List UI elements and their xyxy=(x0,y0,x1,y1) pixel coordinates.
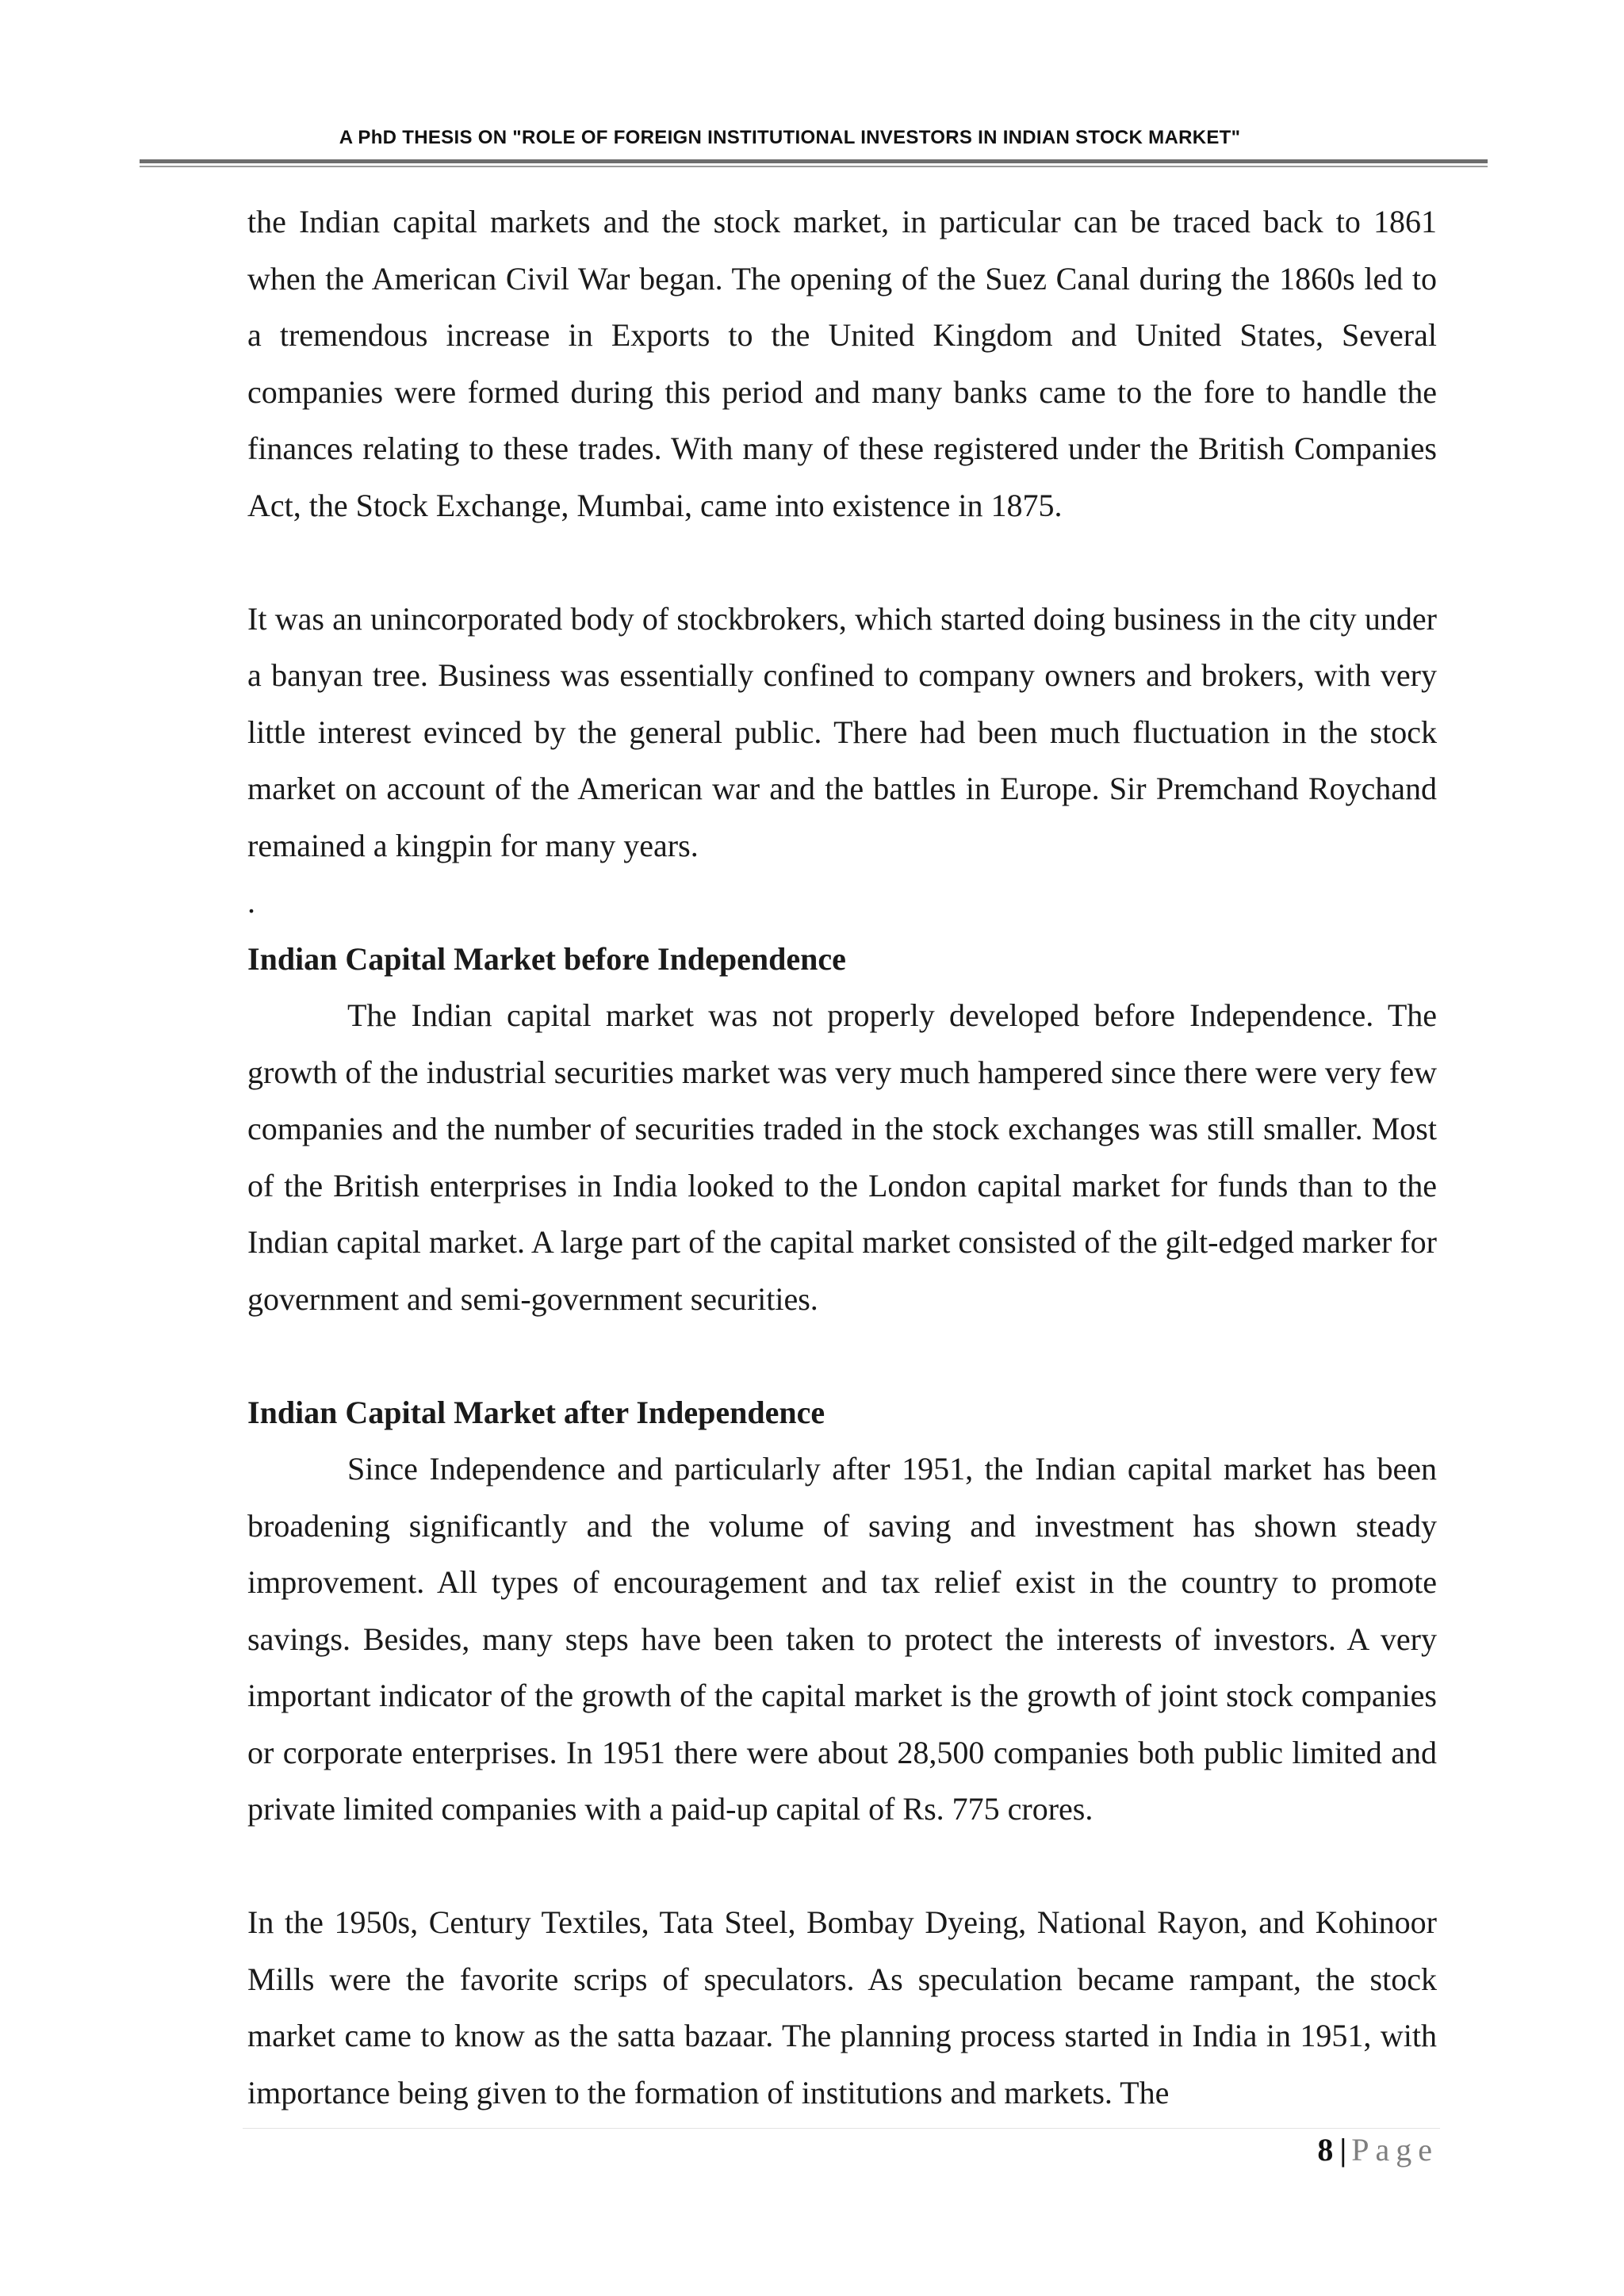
paragraph: In the 1950s, Century Textiles, Tata Steel, Bombay Dyeing, National Rayon, and Kohinoor Mills were the favorite scrips of speculators. As speculation became rampant, the stock market came to know as the satta bazaar. The planning process started in India in 1951, with importance being given to the formation of institutions and markets. The xyxy=(247,1904,1437,2110)
paragraph: the Indian capital markets and the stock market, in particular can be traced back to 1861 when the American Civil War began. The opening of the Suez Canal during the 1860s led to a tremendous increase in Exports to the United Kingdom and United States, Several companies were formed during this period and many banks came to the fore to handle the finances relating to these trades. With many of these registered under the British Companies Act, the Stock Exchange, Mumbai, came into existence in 1875. xyxy=(247,204,1437,523)
header-rule-thin xyxy=(140,166,1488,167)
running-header: A PhD THESIS ON "ROLE OF FOREIGN INSTITUTIONAL INVESTORS IN INDIAN STOCK MARKET" xyxy=(339,127,1241,148)
section-heading: Indian Capital Market after Independence xyxy=(247,1394,825,1430)
page-number: 8 xyxy=(1317,2132,1334,2168)
footer-separator: | xyxy=(1339,2132,1347,2168)
paragraph-spacer xyxy=(247,1838,1437,1895)
paragraph-spacer xyxy=(247,1327,1437,1384)
paragraph: It was an unincorporated body of stockbrokers, which started doing business in the city under a banyan tree. Business was essentially confined to company owners and brokers, with very little interest evinced by the general public. There had been much fluctuation in the stock market on account of the American war and the battles in Europe. Sir Premchand Roychand remained a kingpin for many years. xyxy=(247,600,1437,863)
footer-rule xyxy=(243,2128,1440,2129)
page-footer xyxy=(1317,2131,1438,2168)
paragraph: Since Independence and particularly after 1951, the Indian capital market has been broadening significantly and the volume of saving and investment has shown steady improvement. All types of encouragement and tax relief exist in the country to promote savings. Besides, many steps have been taken to protect the interests of investors. A very important indicator of the growth of the capital market is the growth of joint stock companies or corporate enterprises. In 1951 there were about 28,500 companies both public limited and private limited companies with a paid-up capital of Rs. 775 crores. xyxy=(247,1451,1437,1827)
stray-dot: . xyxy=(247,884,255,920)
section-heading: Indian Capital Market before Independence xyxy=(247,940,846,977)
page-label: Page xyxy=(1351,2132,1438,2168)
paragraph: The Indian capital market was not properly developed before Independence. The growth of the industrial securities market was very much hampered since there were very few companies and the number of securities traded in the stock exchanges was still smaller. Most of the British enterprises in India looked to the London capital market for funds than to the Indian capital market. A large part of the capital market consisted of the gilt-edged marker for government and semi-government securities. xyxy=(247,997,1437,1317)
header-rule-thick xyxy=(140,159,1488,163)
page-body xyxy=(247,193,1437,2121)
paragraph-spacer xyxy=(247,534,1437,591)
